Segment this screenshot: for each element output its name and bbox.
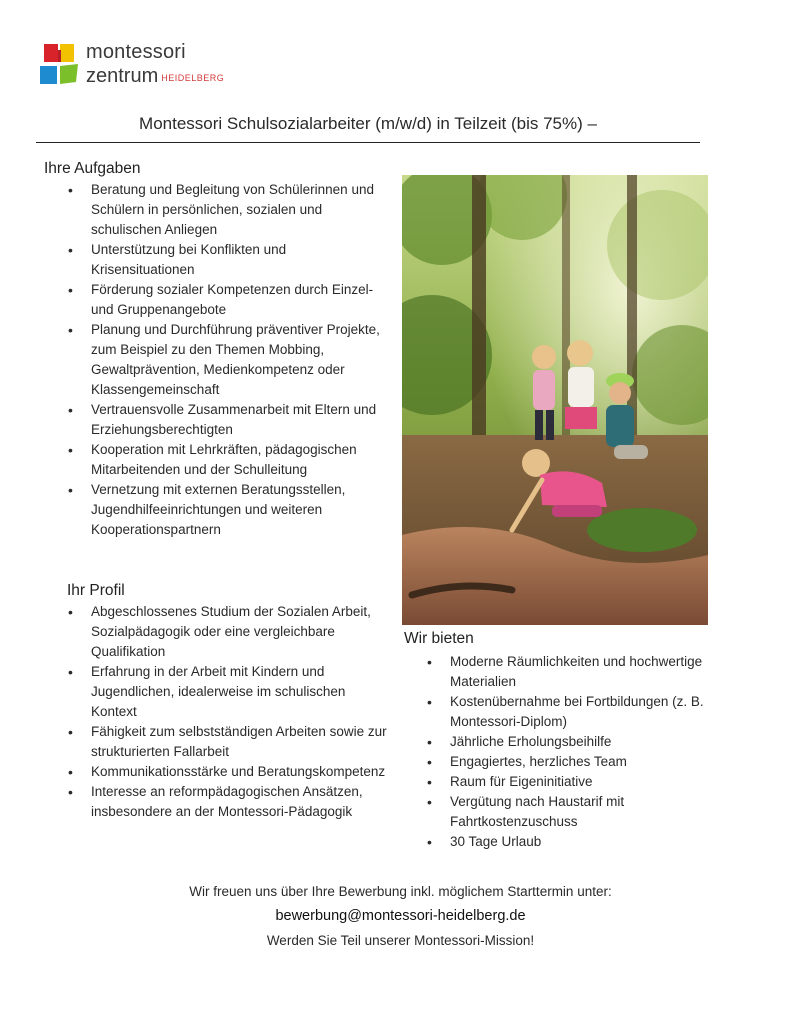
- bieten-item: • 30 Tage Urlaub: [426, 832, 736, 852]
- profil-item: • Erfahrung in der Arbeit mit Kindern und Jugendlichen, idealerweise im schulischen Kontext: [67, 662, 389, 722]
- aufgaben-item: • Kooperation mit Lehrkräften, pädagogischen Mitarbeitenden und der Schulleitung: [67, 440, 389, 480]
- forest-scene-illustration: [402, 175, 708, 625]
- bieten-item: • Vergütung nach Haustarif mit Fahrtkostenzuschuss: [426, 792, 736, 832]
- heading-aufgaben: Ihre Aufgaben: [44, 160, 141, 177]
- aufgaben-item: • Vernetzung mit externen Beratungsstellen, Jugendhilfeeinrichtungen und weiteren Kooperationspartnern: [67, 480, 389, 540]
- bieten-item: • Jährliche Erholungsbeihilfe: [426, 732, 736, 752]
- bieten-item: • Moderne Räumlichkeiten und hochwertige Materialien: [426, 652, 736, 692]
- logo-city: HEIDELBERG: [161, 73, 225, 83]
- bieten-item: • Raum für Eigeninitiative: [426, 772, 736, 792]
- page-title: Montessori Schulsozialarbeiter (m/w/d) in Teilzeit (bis 75%) –: [36, 114, 700, 143]
- heading-profil: Ihr Profil: [67, 582, 125, 599]
- aufgaben-item: • Planung und Durchführung präventiver Projekte, zum Beispiel zu den Themen Mobbing, Gewaltprävention, Medienkompetenz oder Klassengemeinschaft: [67, 320, 389, 400]
- heading-bieten: Wir bieten: [404, 630, 474, 647]
- aufgaben-item: • Unterstützung bei Konflikten und Krisensituationen: [67, 240, 389, 280]
- logo: [40, 42, 240, 88]
- logo-line-2: [86, 66, 224, 86]
- profil-item: • Interesse an reformpädagogischen Ansätzen, insbesondere an der Montessori-Pädagogik: [67, 782, 389, 822]
- bieten-item: • Kostenübernahme bei Fortbildungen (z. B. Montessori-Diplom): [426, 692, 736, 732]
- profil-item: • Fähigkeit zum selbstständigen Arbeiten sowie zur strukturierten Fallarbeit: [67, 722, 389, 762]
- profil-item: • Kommunikationsstärke und Beratungskompetenz: [67, 762, 389, 782]
- footer-invitation: Wir freuen uns über Ihre Bewerbung inkl. möglichem Starttermin unter:: [189, 884, 612, 899]
- logo-line-1: montessori: [86, 41, 186, 63]
- forest-children-photo: [402, 175, 708, 625]
- list-aufgaben: [67, 180, 389, 540]
- logo-word-zentrum: zentrum: [86, 65, 159, 87]
- aufgaben-item: • Vertrauensvolle Zusammenarbeit mit Eltern und Erziehungsberechtigten: [67, 400, 389, 440]
- footer-mission: Werden Sie Teil unserer Montessori-Mission!: [266, 933, 535, 948]
- aufgaben-item: • Beratung und Begleitung von Schülerinnen und Schülern in persönlichen, sozialen und schulischen Anliegen: [67, 180, 389, 240]
- logo-text: [86, 42, 224, 86]
- footer-email-link[interactable]: bewerbung@montessori-heidelberg.de: [275, 908, 526, 924]
- list-profil: [67, 602, 389, 822]
- aufgaben-item: • Förderung sozialer Kompetenzen durch Einzel- und Gruppenangebote: [67, 280, 389, 320]
- bieten-item: • Engagiertes, herzliches Team: [426, 752, 736, 772]
- logo-cube-icon: [40, 44, 78, 84]
- list-bieten: [426, 652, 736, 852]
- profil-item: • Abgeschlossenes Studium der Sozialen Arbeit, Sozialpädagogik oder eine vergleichbare Qualifikation: [67, 602, 389, 662]
